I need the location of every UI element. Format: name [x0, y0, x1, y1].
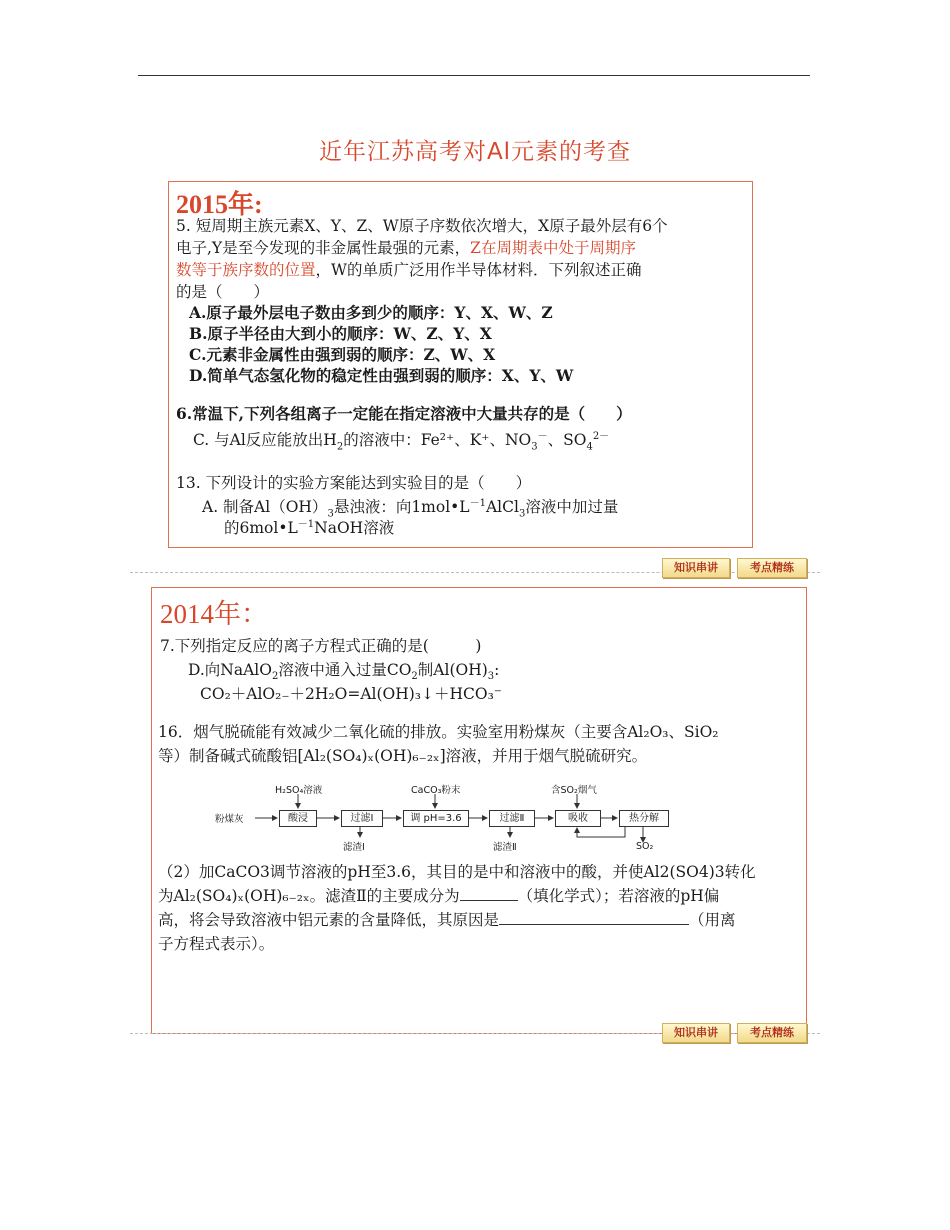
q7-option-d: D.向NaAlO$_2$溶液中通入过量$CO_2$制$Al(OH)_3$: [188, 661, 500, 683]
knowledge-review-button-2[interactable]: 知识串讲 [662, 1023, 730, 1043]
slide-2015 [168, 181, 753, 548]
knowledge-review-button[interactable]: 知识串讲 [662, 558, 730, 578]
flow-step-thermal: 热分解 [619, 810, 669, 827]
q5-line1: 5. 短周期主族元素X、Y、Z、W原子序数依次增大，X原子最外层有6个 [176, 217, 668, 235]
flow-output-residue1: 滤渣Ⅰ [343, 842, 365, 853]
page-title: 近年江苏高考对Al元素的考查 [318, 139, 632, 165]
q5-option-c: C.元素非金属性由强到弱的顺序：Z、W、X [189, 345, 496, 364]
flow-step-filter1: 过滤Ⅰ [341, 810, 383, 827]
q13-option-a-line1: A. 制备$Al(OH)_3$悬浊液：向$1mol•L^{-1}AlCl_3$溶液中加过量 [202, 498, 619, 520]
q7-equation: CO₂＋AlO₂₋＋2H₂O=Al(OH)₃↓＋HCO₃⁻ [200, 685, 502, 703]
q16-line1: 16．烟气脱硫能有效减少二氧化硫的排放。实验室用粉煤灰（主要含Al₂O₃、SiO₂ [158, 723, 719, 741]
q5-highlight-b: 数等于族序数的位置 [176, 261, 316, 279]
year-heading-2014: 2014年： [160, 599, 268, 629]
practice-points-button[interactable]: 考点精练 [737, 558, 807, 578]
q7-stem: 7.下列指定反应的离子方程式正确的是( ) [160, 637, 482, 655]
q5-option-d: D.简单气态氢化物的稳定性由强到弱的顺序：X、Y、W [189, 366, 574, 385]
slide-2014 [151, 587, 807, 1034]
q5-highlight-a: Z在周期表中处于周期序 [470, 239, 636, 257]
flow-input-caco3: CaCO₃粉末 [411, 785, 461, 796]
answer-blank-1[interactable] [460, 900, 518, 901]
flow-output-residue2: 滤渣Ⅱ [493, 842, 517, 853]
q6-stem: 6.常温下,下列各组离子一定能在指定溶液中大量共存的是（ ） [176, 404, 632, 423]
q5-line3: 数等于族序数的位置，W的单质广泛用作半导体材料．下列叙述正确 [176, 261, 642, 279]
flow-input-h2so4: H₂SO₄溶液 [275, 785, 323, 796]
process-flowchart [215, 782, 675, 852]
q5-line2: 电子,Y是至今发现的非金属性最强的元素，Z在周期表中处于周期序 [176, 239, 636, 257]
flow-step-adjust-ph: 调 pH=3.6 [403, 810, 469, 827]
year-heading-2015: 2015年: [176, 190, 263, 219]
q16-part2-line4: 子方程式表示）。 [158, 935, 275, 953]
flow-step-absorb: 吸收 [555, 810, 601, 827]
q6-option-c: C. 与Al反应能放出$H_2$的溶液中：Fe²⁺、K⁺、$NO_3^-$、$SO_4^{2-}$ [193, 431, 610, 453]
q13-stem: 13. 下列设计的实验方案能达到实验目的是（ ） [176, 474, 532, 492]
q5-option-a: A.原子最外层电子数由多到少的顺序：Y、X、W、Z [189, 303, 553, 322]
flow-step-filter2: 过滤Ⅱ [489, 810, 535, 827]
q5-option-b: B.原子半径由大到小的顺序：W、Z、Y、X [189, 324, 492, 343]
q5-line4: 的是（ ） [176, 283, 270, 301]
practice-points-button-2[interactable]: 考点精练 [737, 1023, 807, 1043]
q16-line2: 等）制备碱式硫酸铝[Al₂(SO₄)ₓ(OH)₆₋₂ₓ]溶液，并用于烟气脱硫研究。 [158, 747, 648, 765]
q13-option-a-line2: 的$6mol•L^{-1}NaOH$溶液 [224, 519, 395, 538]
q16-part2-line2: 为Al₂(SO₄)ₓ(OH)₆₋₂ₓ。滤渣Ⅱ的主要成分为 （填化学式）；若溶液的pH偏 [158, 887, 720, 905]
answer-blank-2[interactable] [499, 924, 689, 925]
q16-part2-line3: 高，将会导致溶液中铝元素的含量降低，其原因是 （用离 [158, 911, 736, 929]
header-rule [138, 75, 810, 76]
q16-part2-line1: （2）加CaCO3调节溶液的pH至3.6，其目的是中和溶液中的酸，并使Al2(SO4)3转化 [158, 863, 756, 881]
flow-start-label: 粉煤灰 [215, 814, 244, 825]
flow-output-so2: SO₂ [636, 841, 654, 852]
flow-step-leach: 酸浸 [279, 810, 317, 827]
flow-input-so2-gas: 含SO₂烟气 [551, 785, 597, 796]
